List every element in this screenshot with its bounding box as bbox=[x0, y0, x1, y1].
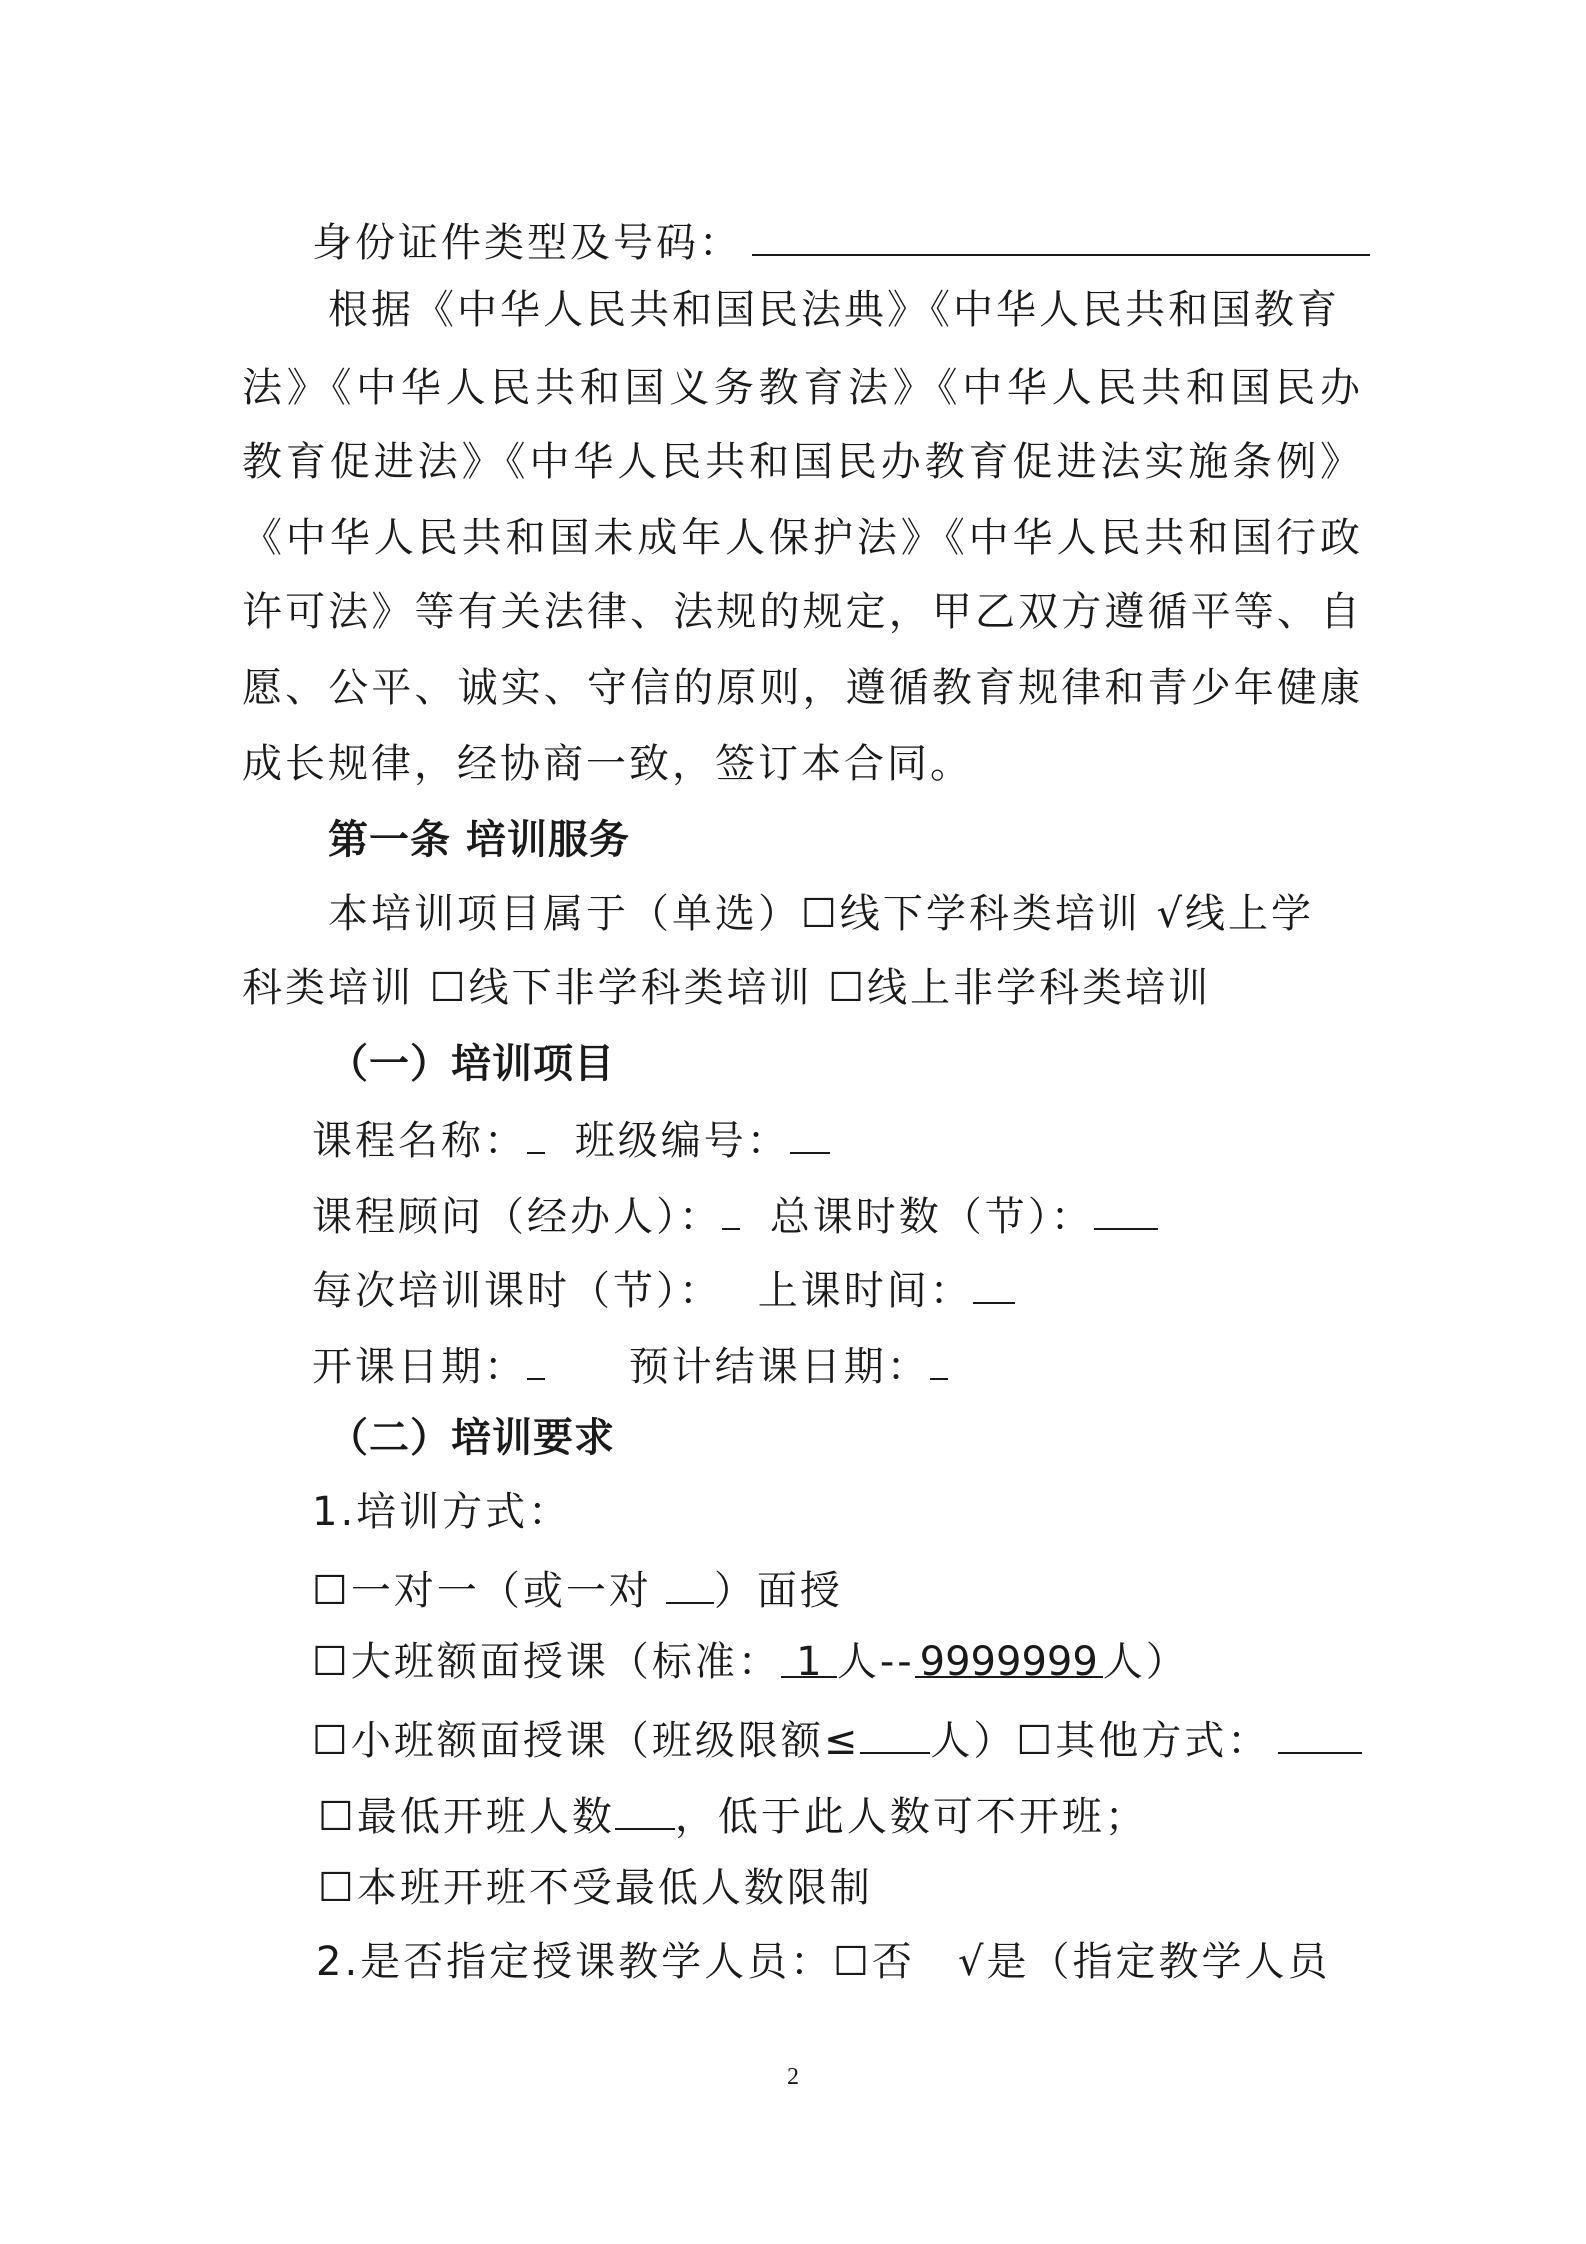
start-date-field[interactable] bbox=[527, 1338, 545, 1380]
large-class-max-field[interactable]: 9999999 bbox=[915, 1636, 1103, 1678]
one-on-one-suffix: ）面授 bbox=[713, 1568, 843, 1614]
preamble-line: 许可法》等有关法律、法规的规定，甲乙双方遵循平等、自 bbox=[242, 589, 1360, 635]
total-hours-label: 总课时数（节）： bbox=[769, 1194, 1094, 1240]
id-number-field[interactable] bbox=[752, 214, 1370, 256]
other-mode-checkbox[interactable]: 人）☐其他方式： bbox=[930, 1718, 1271, 1764]
large-class-line bbox=[312, 1636, 1189, 1688]
category-line: 科类培训 ☐线下非学科类培训 ☐线上非学科类培训 bbox=[242, 965, 1212, 1011]
one-on-one-checkbox[interactable]: ☐一对一（或一对 bbox=[312, 1568, 652, 1614]
preamble-line: 成长规律，经协商一致，签订本合同。 bbox=[242, 741, 973, 787]
end-date-field[interactable] bbox=[930, 1338, 948, 1380]
id-type-line bbox=[312, 214, 1370, 269]
section-1-title: （一）培训项目 bbox=[328, 1041, 615, 1087]
preamble-line: 法》《中华人民共和国义务教育法》《中华人民共和国民办 bbox=[242, 365, 1360, 411]
class-no-field[interactable] bbox=[790, 1112, 830, 1154]
one-on-one-line bbox=[312, 1562, 843, 1617]
section-2-title: （二）培训要求 bbox=[328, 1415, 615, 1461]
large-class-sep: 人-- bbox=[836, 1639, 915, 1685]
preamble-line: 教育促进法》《中华人民共和国民办教育促进法实施条例》 bbox=[242, 439, 1360, 485]
article-1-title: 第一条 培训服务 bbox=[328, 817, 630, 863]
min-enrollment-checkbox[interactable]: ☐最低开班人数 bbox=[318, 1794, 615, 1840]
id-type-label: 身份证件类型及号码： bbox=[312, 220, 742, 266]
end-date-label: 预计结课日期： bbox=[628, 1344, 930, 1390]
min-enrollment-line bbox=[318, 1788, 1148, 1843]
page-number: 2 bbox=[787, 2064, 799, 2090]
small-class-limit-field[interactable] bbox=[860, 1712, 930, 1754]
start-date-label: 开课日期： bbox=[312, 1344, 527, 1390]
per-session-label: 每次培训课时（节）： bbox=[312, 1268, 722, 1314]
class-no-label: 班级编号： bbox=[574, 1118, 790, 1164]
advisor-field[interactable] bbox=[722, 1188, 740, 1230]
course-name-field[interactable] bbox=[527, 1112, 545, 1154]
dates-line bbox=[312, 1338, 948, 1393]
large-class-checkbox[interactable]: ☐大班额面授课（标准： bbox=[312, 1639, 781, 1685]
advisor-line bbox=[312, 1188, 1158, 1243]
teacher-line: 2.是否指定授课教学人员：☐否 √是（指定教学人员 bbox=[316, 1939, 1331, 1985]
no-limit-checkbox[interactable]: ☐本班开班不受最低人数限制 bbox=[318, 1865, 873, 1911]
class-time-label: 上课时间： bbox=[757, 1268, 973, 1314]
total-hours-field[interactable] bbox=[1094, 1188, 1158, 1230]
session-line bbox=[312, 1262, 1015, 1317]
large-class-min-field[interactable]: 1 bbox=[781, 1636, 837, 1678]
class-time-field[interactable] bbox=[973, 1262, 1015, 1304]
min-enrollment-note: ，低于此人数可不开班； bbox=[674, 1794, 1148, 1840]
course-name-label: 课程名称： bbox=[312, 1118, 527, 1164]
mode-label: 1.培训方式： bbox=[312, 1489, 572, 1535]
category-line: 本培训项目属于（单选）☐线下学科类培训 √线上学 bbox=[328, 891, 1315, 937]
small-class-checkbox[interactable]: ☐小班额面授课（班级限额≤ bbox=[312, 1718, 861, 1764]
preamble-line: 根据《中华人民共和国民法典》《中华人民共和国教育 bbox=[328, 287, 1340, 333]
other-mode-field[interactable] bbox=[1278, 1712, 1362, 1754]
small-class-line bbox=[312, 1712, 1362, 1767]
preamble-line: 《中华人民共和国未成年人保护法》《中华人民共和国行政 bbox=[242, 515, 1360, 561]
min-enrollment-field[interactable] bbox=[615, 1788, 675, 1830]
preamble-line: 愿、公平、诚实、守信的原则，遵循教育规律和青少年健康 bbox=[242, 665, 1360, 711]
large-class-suffix: 人） bbox=[1102, 1639, 1189, 1685]
advisor-label: 课程顾问（经办人）： bbox=[312, 1194, 722, 1240]
course-name-line bbox=[312, 1112, 830, 1167]
one-on-one-count-field[interactable] bbox=[666, 1562, 714, 1604]
